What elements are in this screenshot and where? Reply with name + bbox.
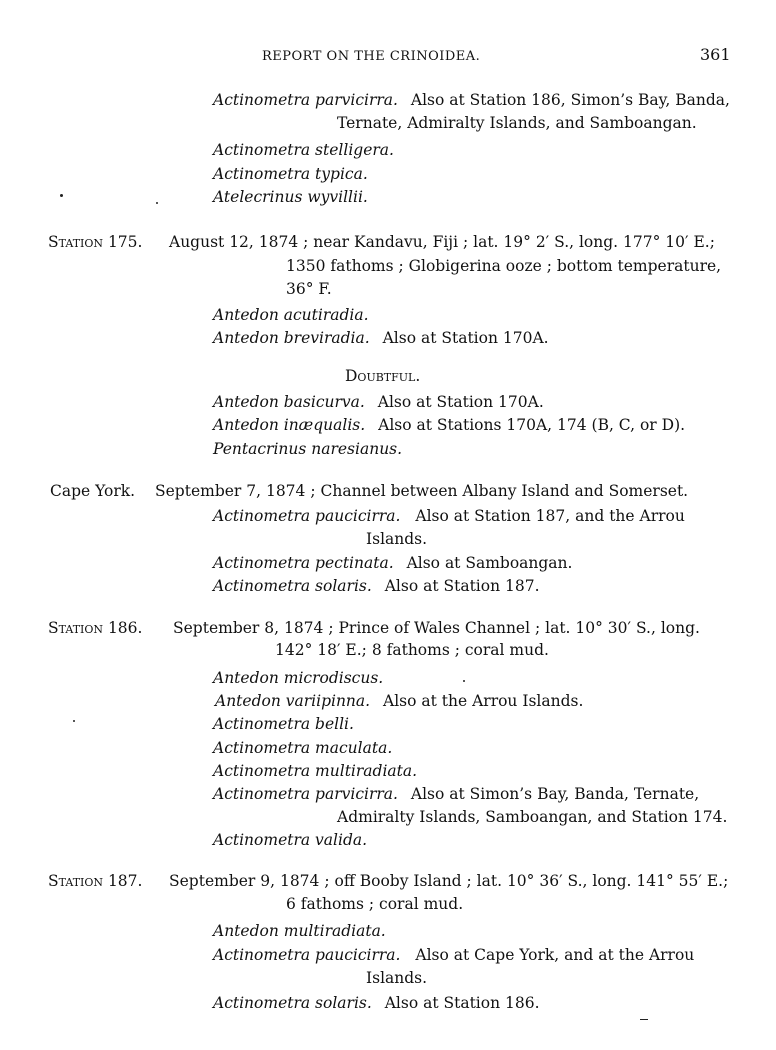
species-note: Also at Station 170A. [377, 393, 544, 411]
species-name: Atelecrinus wyvillii. [213, 188, 368, 206]
species-entry [213, 90, 730, 110]
print-speck [60, 194, 63, 197]
species-note-continued: Ternate, Admiralty Islands, and Samboangan. [337, 114, 697, 132]
running-header-title: REPORT ON THE CRINOIDEA. [262, 49, 481, 64]
station-details: August 12, 1874 ; near Kandavu, Fiji ; lat. 19° 2′ S., long. 177° 10′ E.; [169, 233, 715, 251]
species-entry [213, 415, 685, 435]
species-note: Also at Station 187. [384, 577, 540, 595]
species-name: Actinometra valida. [213, 831, 368, 849]
species-note: Also at Stations 170A, 174 (B, C, or D). [378, 416, 686, 434]
species-entry [213, 328, 549, 348]
species-note: Also at Station 170A. [382, 329, 549, 347]
species-note: Also at Station 186. [384, 994, 540, 1012]
species-note: Also at Cape York, and at the Arrou [415, 946, 695, 964]
print-speck [156, 202, 158, 204]
species-name: Actinometra solaris. [213, 577, 372, 595]
station-details-continued: 36° F. [286, 280, 332, 298]
species-name: Actinometra parvicirra. [213, 91, 398, 109]
species-entry [215, 691, 583, 711]
species-entry [213, 576, 540, 596]
station-label: Cape York. [50, 482, 136, 500]
species-entry [213, 993, 540, 1013]
station-label: Station 175. [48, 233, 143, 251]
species-name: Antedon breviradia. [213, 329, 370, 347]
species-name: Actinometra multiradiata. [213, 762, 418, 780]
species-name: Antedon basicurva. [213, 393, 365, 411]
species-note-continued: Islands. [366, 530, 428, 548]
species-entry [213, 784, 699, 804]
species-name: Antedon multiradiata. [213, 922, 386, 940]
species-note: Also at Station 186, Simon’s Bay, Banda, [410, 91, 730, 109]
species-name: Antedon microdiscus. [213, 669, 384, 687]
page-number: 361 [700, 45, 731, 64]
species-name: Antedon acutiradia. [213, 306, 369, 324]
print-speck [463, 680, 465, 682]
species-note: Also at Station 187, and the Arrou [415, 507, 685, 525]
species-entry [213, 392, 544, 412]
species-name: Antedon inæqualis. [213, 416, 366, 434]
species-note: Also at Simon’s Bay, Banda, Ternate, [410, 785, 700, 803]
print-speck [640, 1019, 648, 1020]
species-name: Actinometra parvicirra. [213, 785, 398, 803]
station-details: September 7, 1874 ; Channel between Albany Island and Somerset. [155, 482, 689, 500]
species-name: Actinometra solaris. [213, 994, 372, 1012]
print-speck [73, 720, 75, 722]
species-name: Actinometra pectinata. [213, 554, 394, 572]
doubtful-heading: Doubtful. [345, 367, 421, 385]
species-name: Actinometra belli. [213, 715, 354, 733]
species-note-continued: Admiralty Islands, Samboangan, and Station 174. [337, 808, 728, 826]
species-note: Also at Samboangan. [406, 554, 573, 572]
species-entry [213, 506, 685, 526]
species-name: Pentacrinus naresianus. [213, 440, 403, 458]
station-details: September 9, 1874 ; off Booby Island ; lat. 10° 36′ S., long. 141° 55′ E.; [169, 872, 729, 890]
species-note-continued: Islands. [366, 969, 428, 987]
species-name: Actinometra paucicirra. [213, 946, 401, 964]
species-name: Actinometra stelligera. [213, 141, 394, 159]
species-name: Antedon variipinna. [215, 692, 371, 710]
species-name: Actinometra paucicirra. [213, 507, 401, 525]
species-name: Actinometra maculata. [213, 739, 393, 757]
species-entry [213, 945, 694, 965]
station-label: Station 186. [48, 619, 143, 637]
species-note: Also at the Arrou Islands. [383, 692, 584, 710]
station-details-continued: 1350 fathoms ; Globigerina ooze ; bottom temperature, [286, 257, 722, 275]
station-details-continued: 142° 18′ E.; 8 fathoms ; coral mud. [275, 641, 549, 659]
species-name: Actinometra typica. [213, 165, 368, 183]
station-label: Station 187. [48, 872, 143, 890]
station-details-continued: 6 fathoms ; coral mud. [286, 895, 464, 913]
station-details: September 8, 1874 ; Prince of Wales Channel ; lat. 10° 30′ S., long. [173, 619, 700, 637]
species-entry [213, 553, 572, 573]
